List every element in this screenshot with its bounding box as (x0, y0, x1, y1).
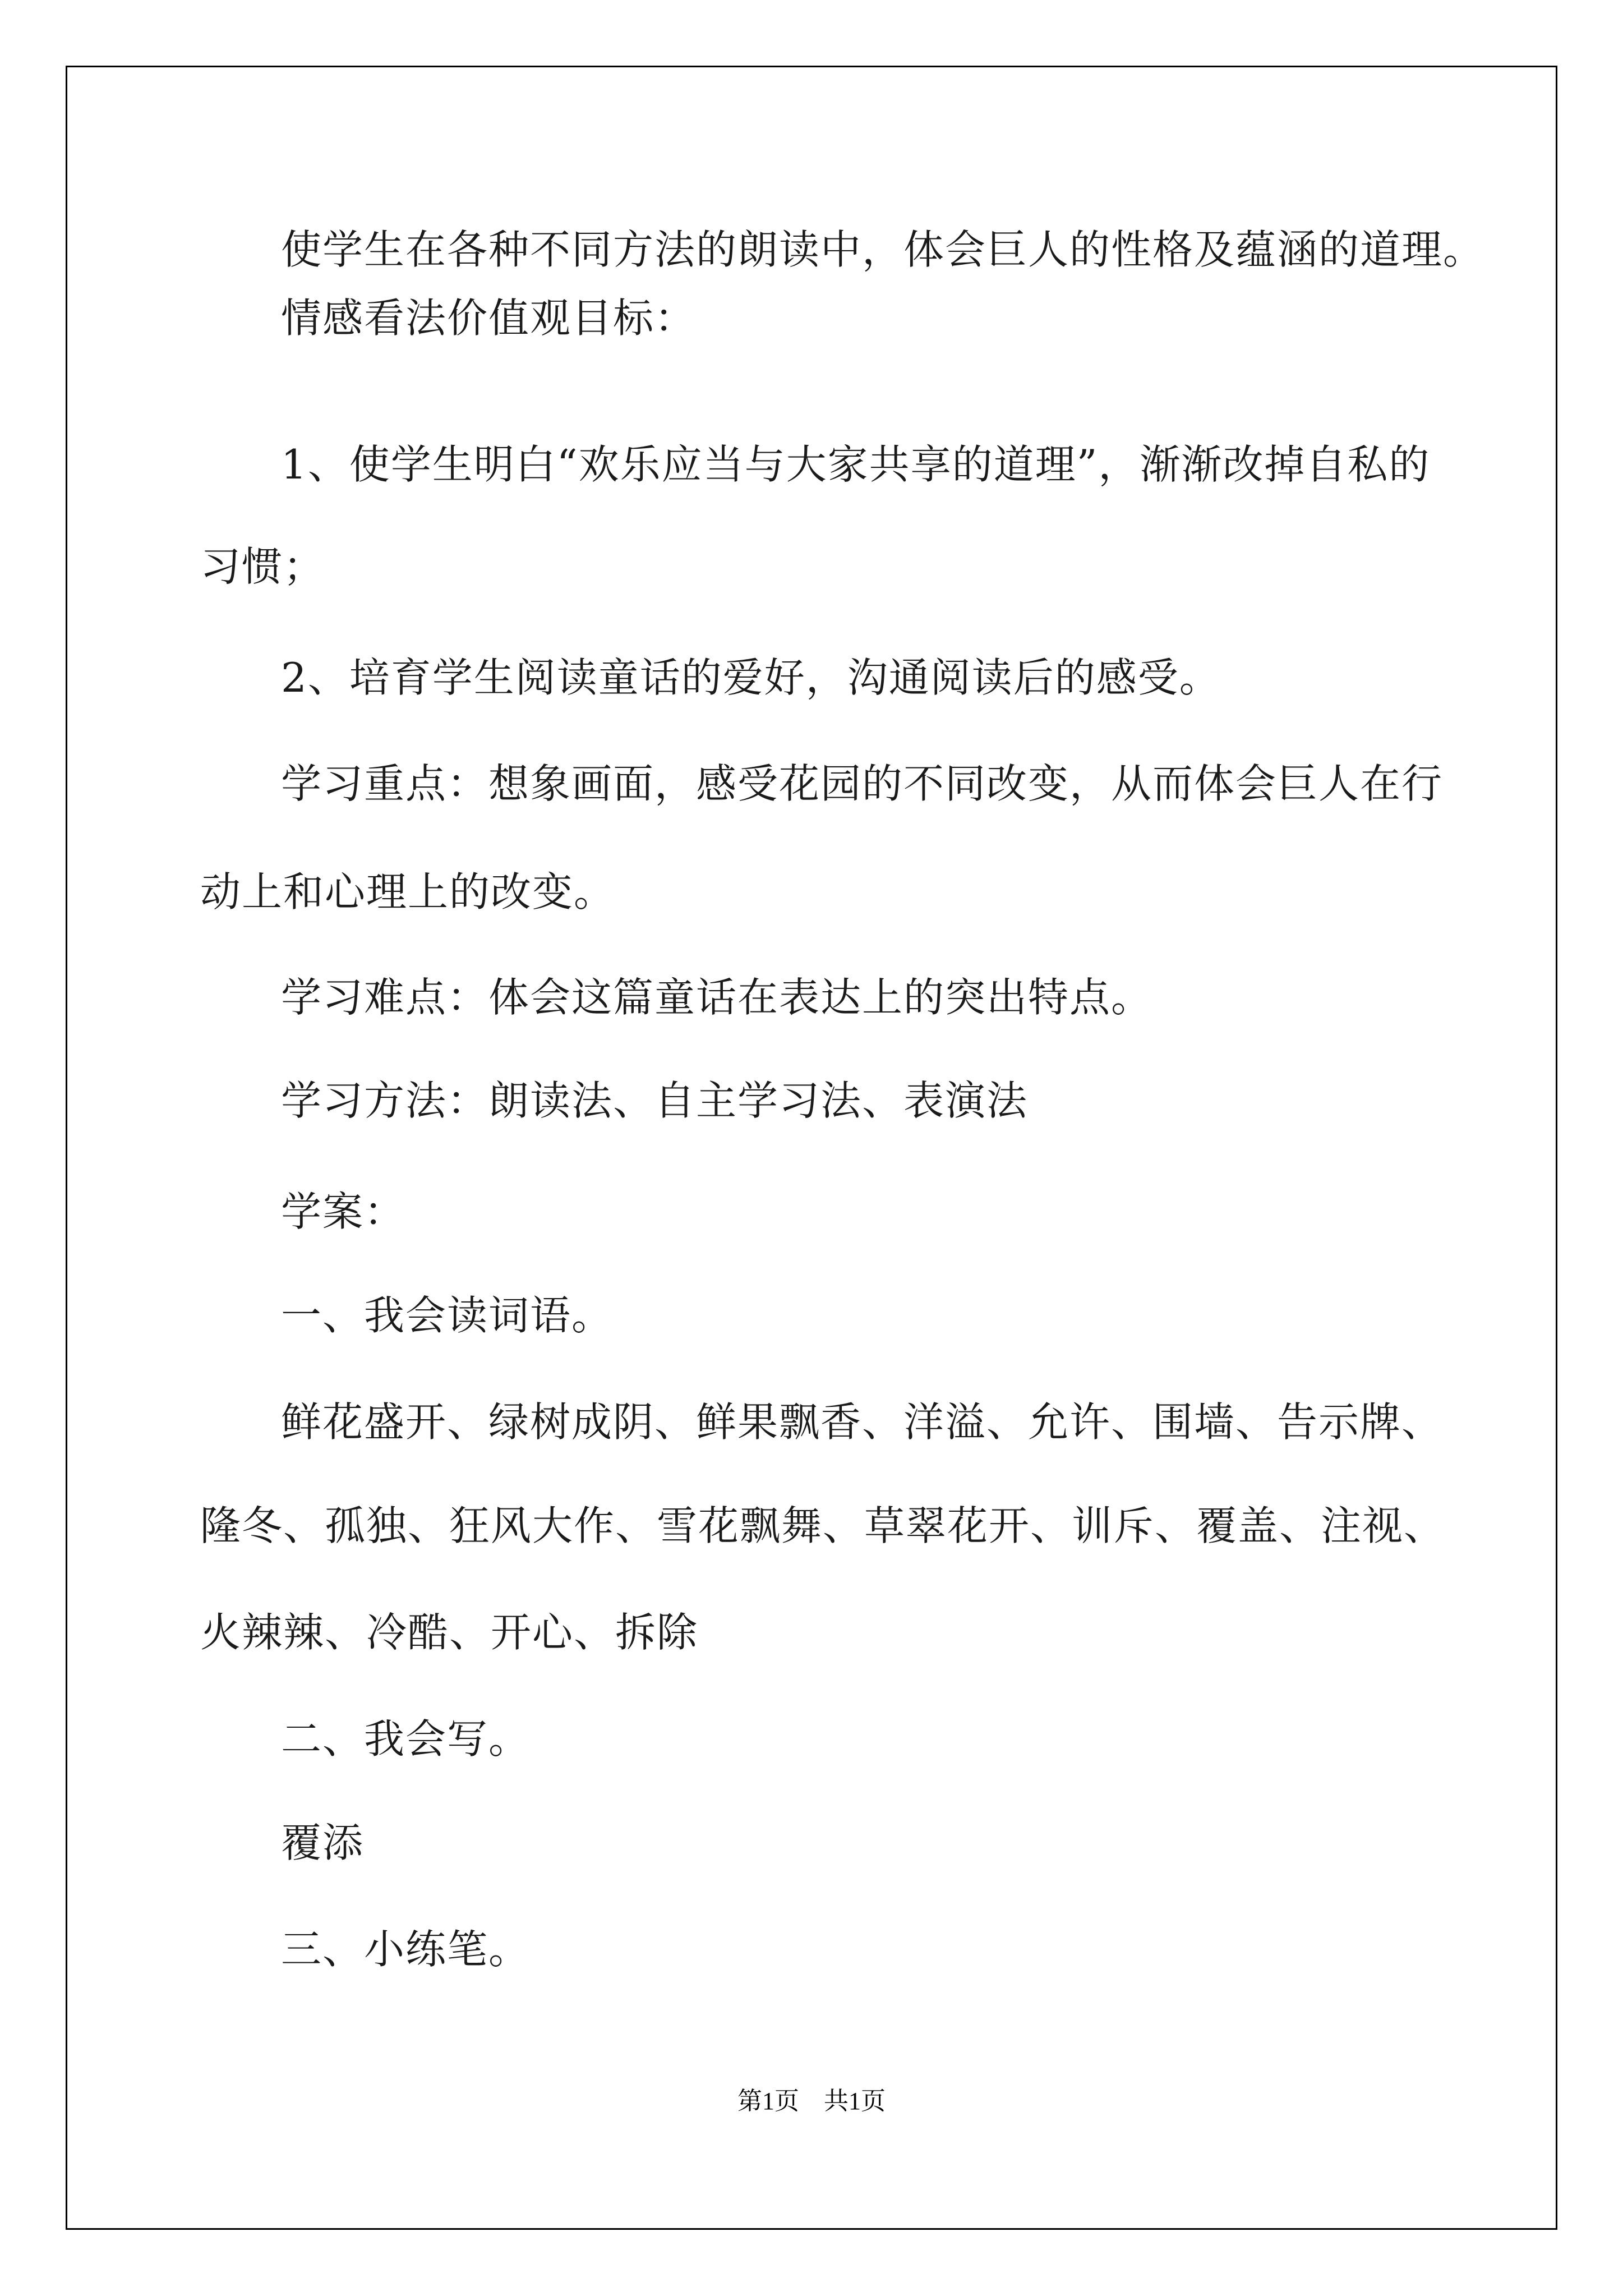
body-paragraph-line: 习惯； (200, 543, 325, 590)
body-paragraph-line: 2、培育学生阅读童话的爱好，沟通阅读后的感受。 (281, 654, 1221, 701)
body-paragraph-line: 二、我会写。 (281, 1715, 531, 1763)
body-paragraph-line: 隆冬、孤独、狂风大作、雪花飘舞、草翠花开、训斥、覆盖、注视、 (200, 1502, 1446, 1549)
body-paragraph-line: 三、小练笔。 (281, 1926, 531, 1973)
body-paragraph-line: 使学生在各种不同方法的朗读中，体会巨人的性格及蕴涵的道理。 (281, 226, 1485, 273)
body-paragraph-line: 学案： (281, 1188, 406, 1235)
body-paragraph-line: 一、我会读词语。 (281, 1292, 614, 1339)
body-paragraph-line: 覆添 (281, 1819, 365, 1866)
body-paragraph-line: 鲜花盛开、绿树成阴、鲜果飘香、洋溢、允许、围墙、告示牌、 (281, 1398, 1444, 1446)
body-paragraph-line: 学习难点：体会这篇童话在表达上的突出特点。 (281, 974, 1153, 1021)
body-paragraph-line: 1、使学生明白“欢乐应当与大家共享的道理”，渐渐改掉自私的 (281, 441, 1431, 488)
body-paragraph-line: 动上和心理上的改变。 (200, 868, 616, 915)
body-paragraph-line: 学习方法：朗读法、自主学习法、表演法 (281, 1077, 1029, 1124)
body-paragraph-line: 火辣辣、冷酷、开心、拆除 (200, 1609, 699, 1656)
page-number-footer: 第1页 共1页 (737, 2087, 886, 2115)
page-border (66, 66, 1557, 2230)
body-paragraph-line: 情感看法价值观目标： (281, 295, 697, 342)
body-paragraph-line: 学习重点：想象画面，感受花园的不同改变，从而体会巨人在行 (281, 760, 1444, 807)
